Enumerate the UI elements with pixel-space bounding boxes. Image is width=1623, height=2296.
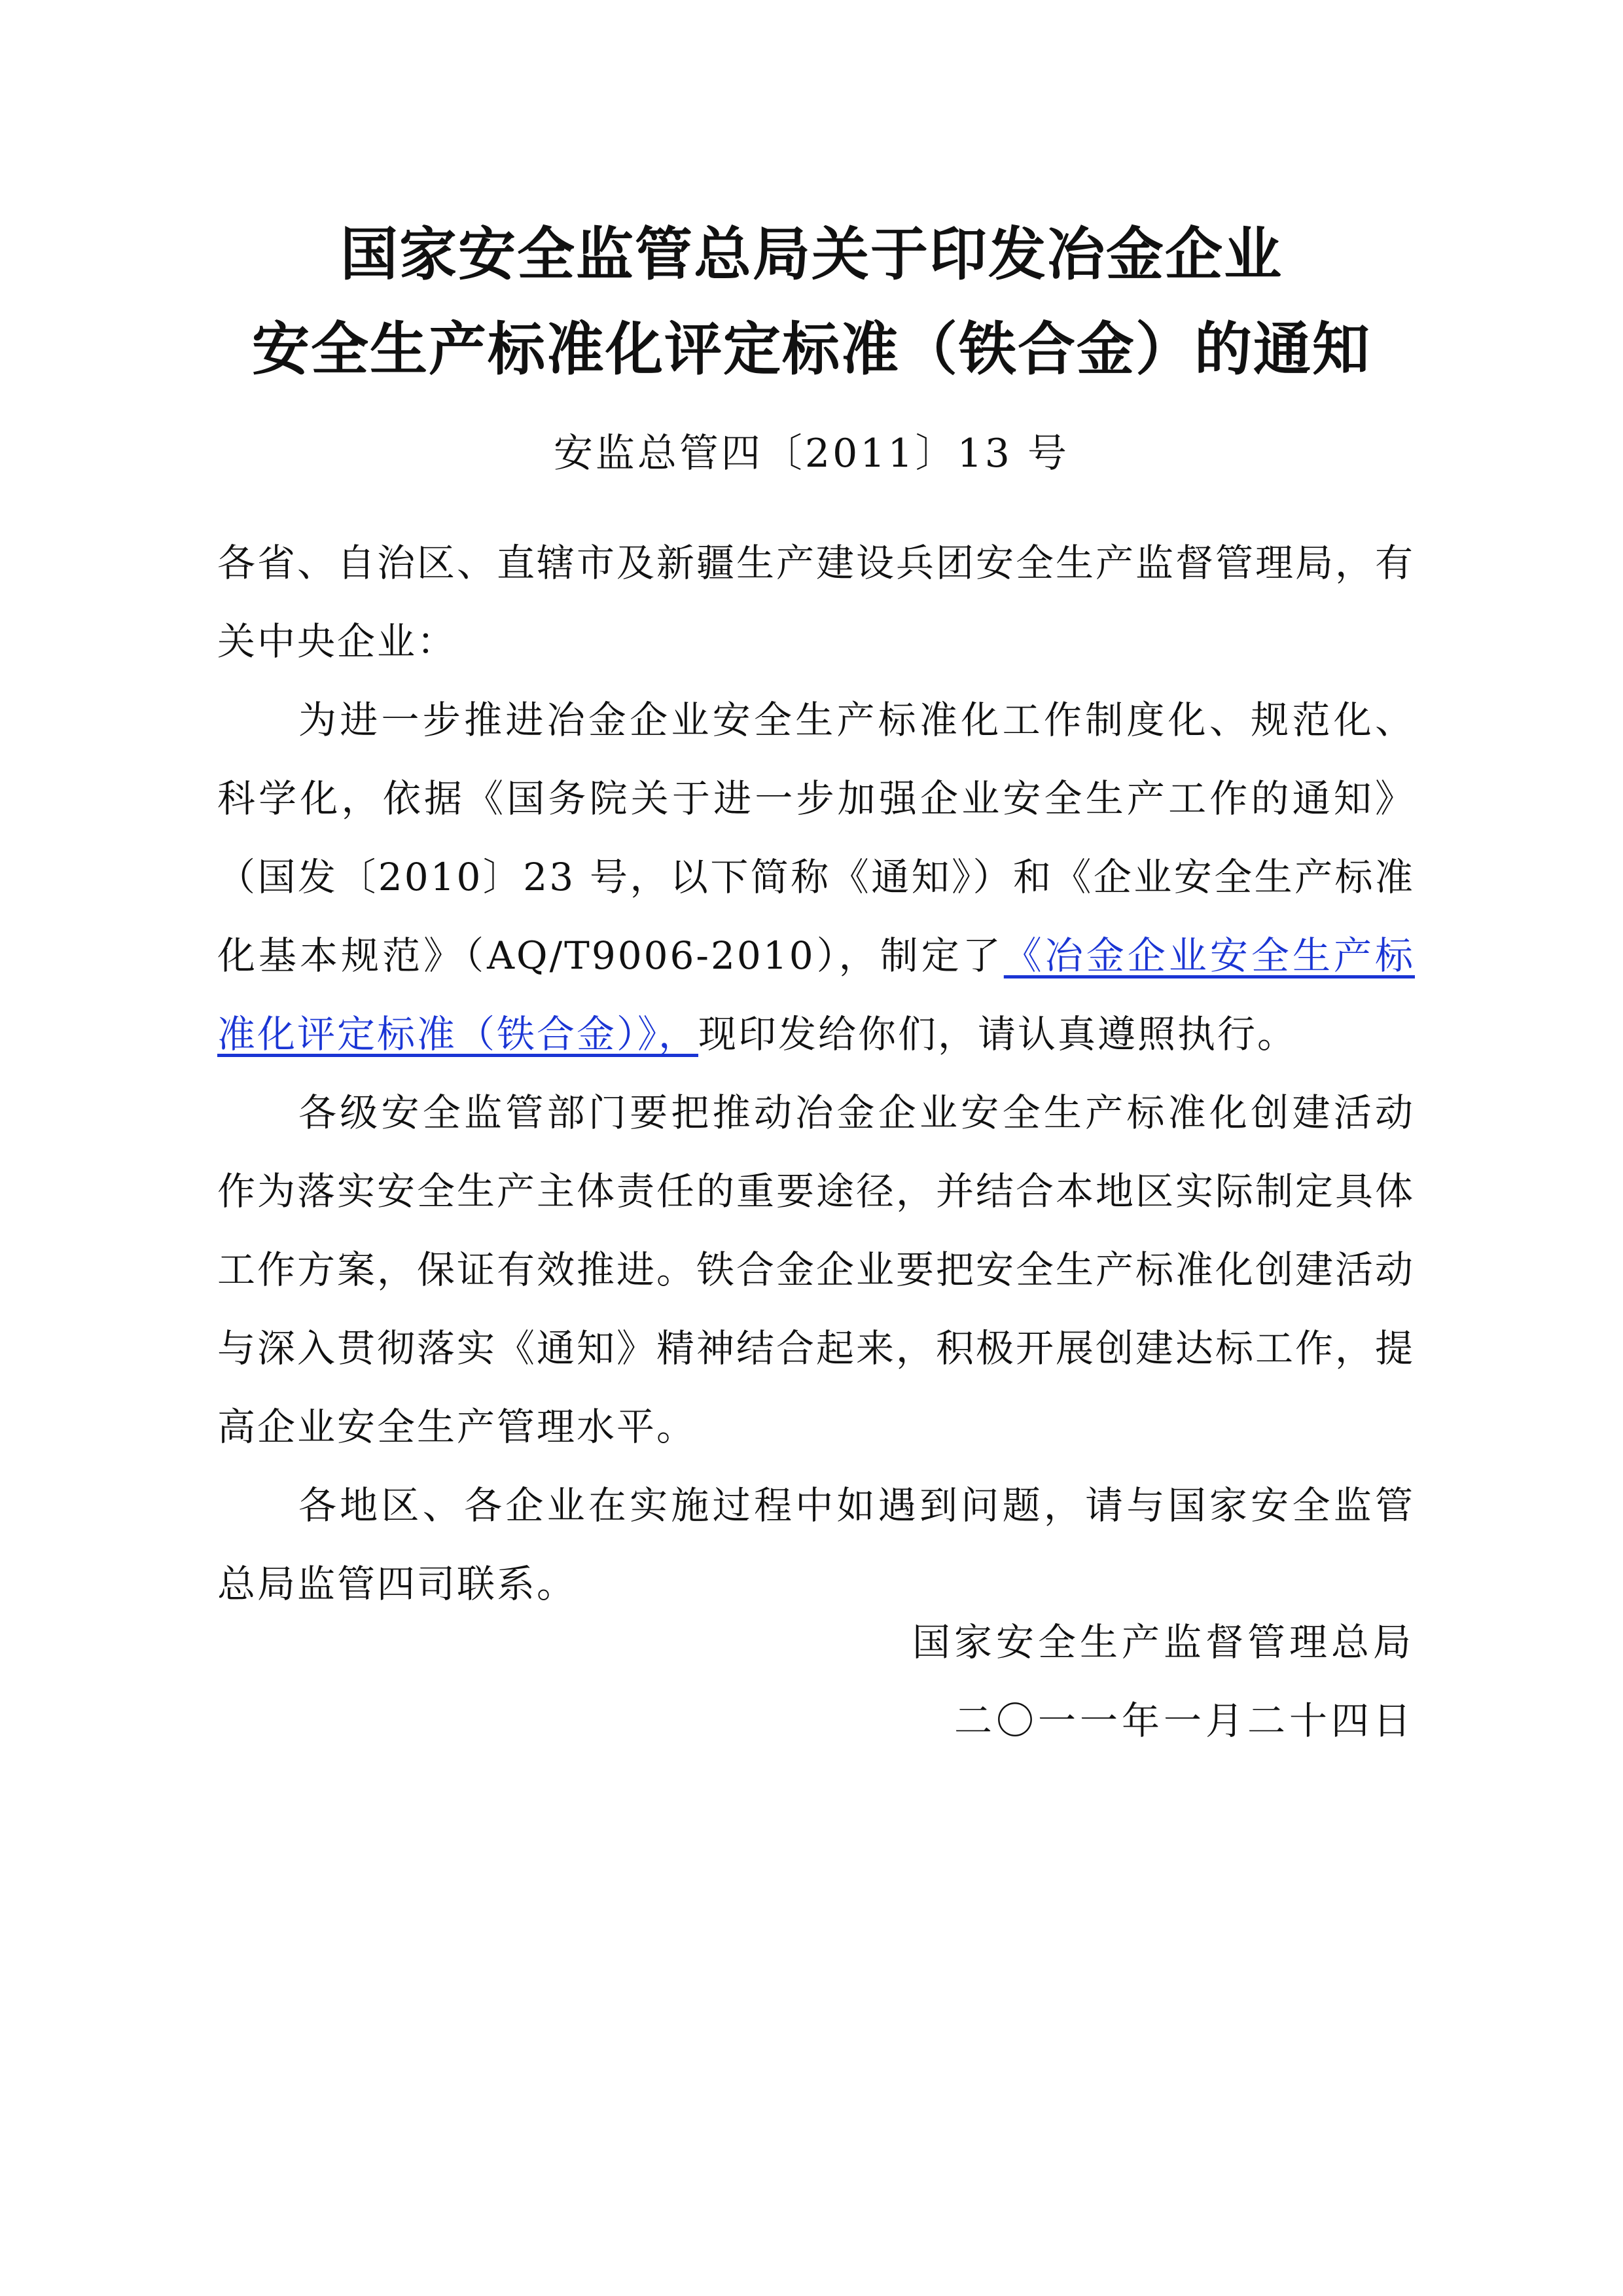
salutation-text: 各省、自治区、直辖市及新疆生产建设兵团安全生产监督管理局，有关中央企业： bbox=[217, 541, 1416, 664]
paragraph-1-after-link: 现印发给你们，请认真遵照执行。 bbox=[698, 1012, 1298, 1056]
document-title-line1: 国家安全监管总局关于印发冶金企业 bbox=[340, 221, 1283, 288]
paragraph-1-before-link: 为进一步推进冶金企业安全生产标准化工作制度化、规范化、科学化，依据《国务院关于进一步加强企业安全生产工作的通知》（国发〔2010〕23 号，以下简称《通知》）和《企业安全生产标准化基本规范》（AQ/T9006-2010），制定了 bbox=[217, 698, 1415, 978]
paragraph-3-text: 各地区、各企业在实施过程中如遇到问题，请与国家安全监管总局监管四司联系。 bbox=[217, 1483, 1415, 1606]
signature-organization: 国家安全生产监督管理总局 bbox=[912, 1620, 1415, 1664]
signature-date: 二〇一一年一月二十四日 bbox=[954, 1698, 1415, 1743]
salutation bbox=[217, 524, 1415, 681]
paragraph-2 bbox=[217, 1073, 1415, 1466]
paragraph-1-text bbox=[217, 681, 1415, 1073]
paragraph-2-text: 各级安全监管部门要把推动冶金企业安全生产标准化创建活动作为落实安全生产主体责任的重要途径，并结合本地区实际制定具体工作方案，保证有效推进。铁合金企业要把安全生产标准化创建活动与深入贯彻落实《通知》精神结合起来，积极开展创建达标工作，提高企业安全生产管理水平。 bbox=[217, 1090, 1416, 1449]
paragraph-1 bbox=[217, 681, 1415, 1073]
document-number: 安监总管四〔2011〕13 号 bbox=[553, 431, 1070, 476]
standard-document-link[interactable]: 《冶金企业安全生产标准化评定标准（铁合金）》， bbox=[217, 933, 1415, 1056]
paragraph-3 bbox=[217, 1466, 1415, 1623]
document-title-line2: 安全生产标准化评定标准（铁合金）的通知 bbox=[251, 315, 1371, 383]
